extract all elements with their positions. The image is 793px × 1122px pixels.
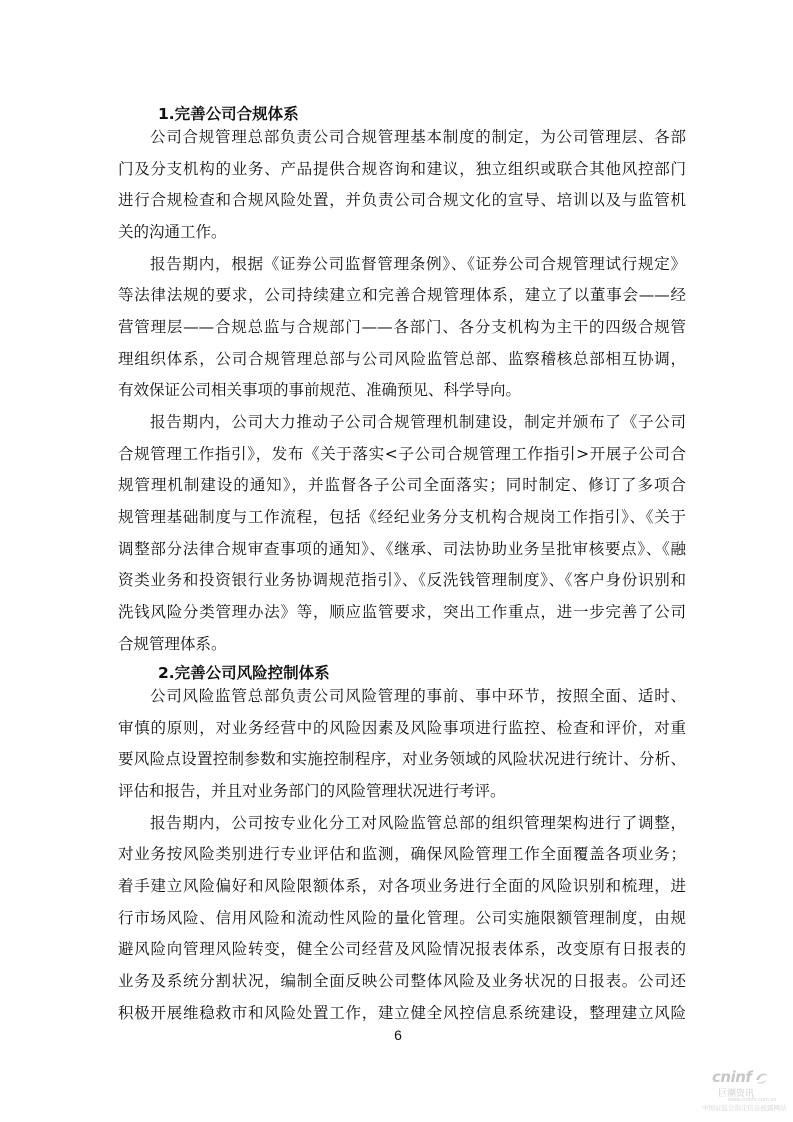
text-line: 避风险向管理风险转变，健全公司经营及风险情况报表体系，改变原有日报表的 — [118, 940, 686, 958]
text-line: 积极开展维稳救市和风险处置工作，建立健全风控信息系统建设，整理建立风险 — [118, 1004, 686, 1022]
text-line: 规管理基础制度与工作流程，包括《经纪业务分支机构合规岗工作指引》、《关于 — [118, 508, 686, 526]
text-line: 理组织体系，公司合规管理总部与公司风险监管总部、监察稽核总部相互协调， — [118, 350, 686, 368]
text-line: 公司合规管理总部负责公司合规管理基本制度的制定，为公司管理层、各部 — [150, 128, 686, 146]
text-line: 评估和报告，并且对业务部门的风险管理状况进行考评。 — [118, 782, 506, 800]
cninfo-url: www.cninfo.com.cn — [728, 1097, 777, 1103]
text-line: 有效保证公司相关事项的事前规范、准确预见、科学导向。 — [118, 381, 522, 399]
text-line: 营管理层——合规总监与合规部门——各部门、各分支机构为主干的四级合规管 — [118, 318, 686, 336]
text-line: 关的沟通工作。 — [118, 223, 227, 241]
text-line: 合规管理体系。 — [118, 635, 227, 653]
text-line: 报告期内，公司按专业化分工对风险监管总部的组织管理架构进行了调整， — [150, 814, 686, 832]
text-line: 进行合规检查和合规风险处置，并负责公司合规文化的宣导、培训以及与监管机 — [118, 191, 686, 209]
cninfo-subtitle: 巨潮资讯 — [718, 1089, 755, 1099]
cninfo-slogan: 中国证监会指定信息披露网站 — [702, 1104, 787, 1112]
section-heading-risk-control: 2.完善公司风险控制体系 — [158, 664, 330, 682]
text-line: 等法律法规的要求，公司持续建立和完善合规管理体系，建立了以董事会——经 — [118, 286, 686, 304]
text-line: 行市场风险、信用风险和流动性风险的量化管理。公司实施限额管理制度，由规 — [118, 909, 686, 927]
text-line: 规管理机制建设的通知》，并监督各子公司全面落实；同时制定、修订了多项合 — [118, 476, 686, 494]
cninfo-watermark — [694, 1068, 787, 1114]
text-line: 对业务按风险类别进行专业评估和监测，确保风险管理工作全面覆盖各项业务； — [118, 845, 686, 863]
text-line: 要风险点设置控制参数和实施控制程序，对业务领域的风险状况进行统计、分析、 — [118, 750, 686, 768]
text-line: 报告期内，根据《证券公司监督管理条例》、《证券公司合规管理试行规定》 — [150, 255, 686, 273]
text-line: 着手建立风险偏好和风险限额体系，对各项业务进行全面的风险识别和梳理，进 — [118, 877, 686, 895]
text-line: 合规管理工作指引》，发布《关于落实<子公司合规管理工作指引>开展子公司合 — [118, 445, 686, 463]
page-number: 6 — [394, 1027, 402, 1043]
text-line: 报告期内，公司大力推动子公司合规管理机制建设，制定并颁布了《子公司 — [150, 413, 686, 431]
text-line: 门及分支机构的业务、产品提供合规咨询和建议，独立组织或联合其他风控部门 — [118, 160, 686, 178]
cninfo-swirl-icon — [754, 1071, 770, 1085]
cninfo-logo-text: cninf — [712, 1068, 752, 1086]
text-line: 业务及系统分割状况，编制全面反映公司整体风险及业务状况的日报表。公司还 — [118, 972, 686, 990]
section-heading-compliance: 1.完善公司合规体系 — [158, 105, 299, 123]
text-line: 洗钱风险分类管理办法》等，顺应监管要求，突出工作重点，进一步完善了公司 — [118, 603, 686, 621]
text-line: 审慎的原则，对业务经营中的风险因素及风险事项进行监控、检查和评价，对重 — [118, 719, 686, 737]
text-line: 调整部分法律合规审查事项的通知》、《继承、司法协助业务呈批审核要点》、《融 — [118, 540, 686, 558]
text-line: 公司风险监管总部负责公司风险管理的事前、事中环节，按照全面、适时、 — [150, 687, 686, 705]
text-line: 资类业务和投资银行业务协调规范指引》、《反洗钱管理制度》、《客户身份识别和 — [118, 571, 686, 589]
